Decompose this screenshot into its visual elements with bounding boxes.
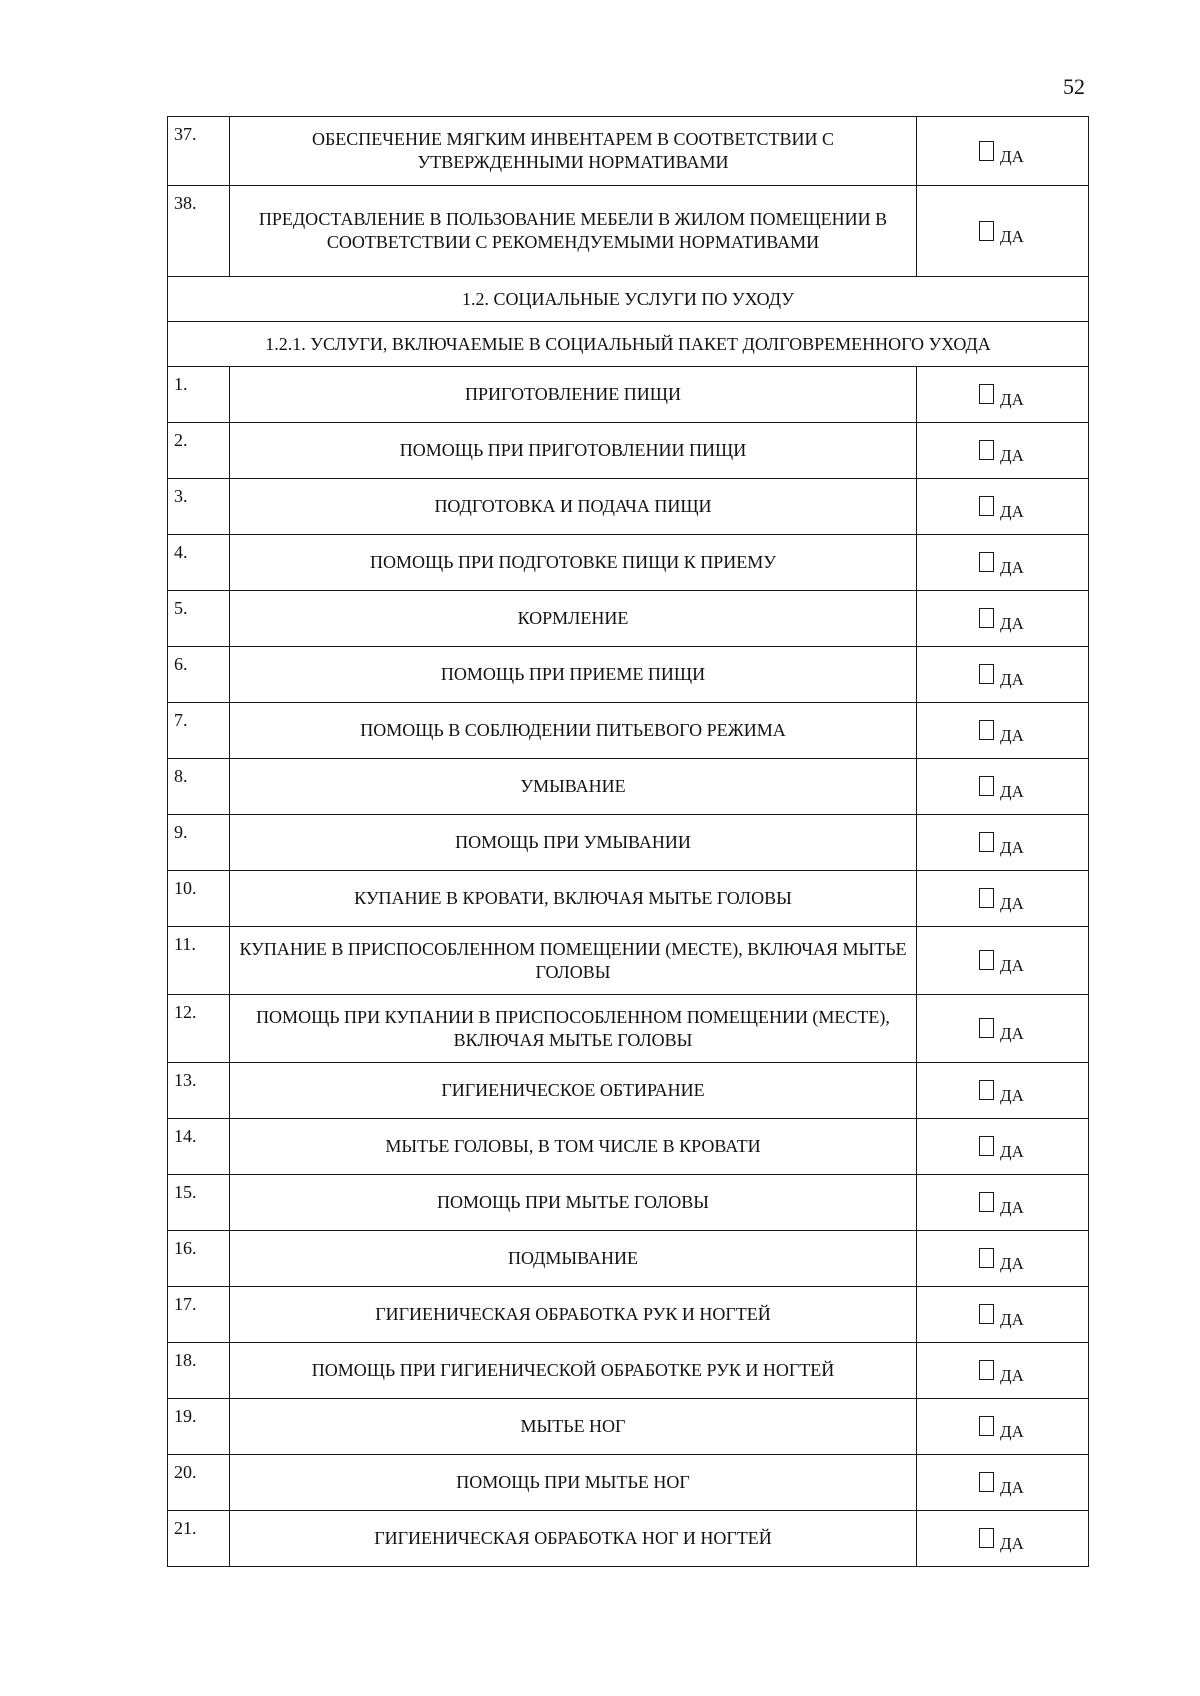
checkbox-icon[interactable]: [979, 1416, 994, 1436]
row-number: 38.: [168, 186, 230, 277]
service-name: КОРМЛЕНИЕ: [230, 591, 917, 647]
services-table: [167, 116, 1089, 1567]
row-number: 37.: [168, 117, 230, 186]
yes-label: ДА: [1000, 670, 1024, 689]
table-row: [168, 1175, 1089, 1231]
checkbox-icon[interactable]: [979, 1472, 994, 1492]
checkbox-icon[interactable]: [979, 1248, 994, 1268]
row-number: 20.: [168, 1455, 230, 1511]
yes-checkbox-cell[interactable]: [917, 703, 1089, 759]
service-name: ПОДГОТОВКА И ПОДАЧА ПИЩИ: [230, 479, 917, 535]
checkbox-icon[interactable]: [979, 552, 994, 572]
checkbox-icon[interactable]: [979, 1360, 994, 1380]
row-number: 2.: [168, 423, 230, 479]
yes-checkbox-cell[interactable]: [917, 1399, 1089, 1455]
checkbox-icon[interactable]: [979, 832, 994, 852]
checkbox-icon[interactable]: [979, 1136, 994, 1156]
subsection-heading: 1.2.1. УСЛУГИ, ВКЛЮЧАЕМЫЕ В СОЦИАЛЬНЫЙ ПАКЕТ ДОЛГОВРЕМЕННОГО УХОДА: [168, 322, 1089, 367]
row-number: 18.: [168, 1343, 230, 1399]
yes-label: ДА: [1000, 1142, 1024, 1161]
service-name: ПОМОЩЬ ПРИ ПОДГОТОВКЕ ПИЩИ К ПРИЕМУ: [230, 535, 917, 591]
row-number: 15.: [168, 1175, 230, 1231]
row-number: 9.: [168, 815, 230, 871]
table-row: [168, 815, 1089, 871]
table-row: [168, 1511, 1089, 1567]
row-number: 7.: [168, 703, 230, 759]
checkbox-icon[interactable]: [979, 1528, 994, 1548]
row-number: 4.: [168, 535, 230, 591]
yes-label: ДА: [1000, 502, 1024, 521]
table-row: [168, 479, 1089, 535]
checkbox-icon[interactable]: [979, 496, 994, 516]
section-heading: 1.2. СОЦИАЛЬНЫЕ УСЛУГИ ПО УХОДУ: [168, 277, 1089, 322]
service-name: ПОМОЩЬ ПРИ МЫТЬЕ ГОЛОВЫ: [230, 1175, 917, 1231]
checkbox-icon[interactable]: [979, 776, 994, 796]
yes-checkbox-cell[interactable]: [917, 1455, 1089, 1511]
yes-checkbox-cell[interactable]: [917, 535, 1089, 591]
row-number: 19.: [168, 1399, 230, 1455]
checkbox-icon[interactable]: [979, 720, 994, 740]
table-row: [168, 647, 1089, 703]
row-number: 21.: [168, 1511, 230, 1567]
service-name: ОБЕСПЕЧЕНИЕ МЯГКИМ ИНВЕНТАРЕМ В СООТВЕТСТВИИ С УТВЕРЖДЕННЫМИ НОРМАТИВАМИ: [230, 117, 917, 186]
table-row: [168, 117, 1089, 186]
yes-checkbox-cell[interactable]: [917, 1343, 1089, 1399]
row-number: 6.: [168, 647, 230, 703]
checkbox-icon[interactable]: [979, 1192, 994, 1212]
service-name: ГИГИЕНИЧЕСКАЯ ОБРАБОТКА РУК И НОГТЕЙ: [230, 1287, 917, 1343]
yes-checkbox-cell[interactable]: [917, 1287, 1089, 1343]
yes-label: ДА: [1000, 558, 1024, 577]
table-row: [168, 1063, 1089, 1119]
table-row: [168, 759, 1089, 815]
checkbox-icon[interactable]: [979, 888, 994, 908]
service-name: ГИГИЕНИЧЕСКОЕ ОБТИРАНИЕ: [230, 1063, 917, 1119]
row-number: 12.: [168, 995, 230, 1063]
table-row: [168, 186, 1089, 277]
yes-label: ДА: [1000, 146, 1024, 166]
checkbox-icon[interactable]: [979, 608, 994, 628]
yes-label: ДА: [1000, 1086, 1024, 1105]
table-row: [168, 1287, 1089, 1343]
page-number: 52: [1063, 74, 1085, 99]
yes-label: ДА: [1000, 726, 1024, 745]
service-name: УМЫВАНИЕ: [230, 759, 917, 815]
table-row: [168, 367, 1089, 423]
table-row: [168, 927, 1089, 995]
checkbox-icon[interactable]: [979, 1018, 994, 1038]
yes-checkbox-cell[interactable]: [917, 759, 1089, 815]
yes-label: ДА: [1000, 782, 1024, 801]
yes-checkbox-cell[interactable]: [917, 815, 1089, 871]
table-row: [168, 1399, 1089, 1455]
service-name: ПРИГОТОВЛЕНИЕ ПИЩИ: [230, 367, 917, 423]
row-number: 1.: [168, 367, 230, 423]
yes-label: ДА: [1000, 226, 1024, 246]
checkbox-icon[interactable]: [979, 1304, 994, 1324]
checkbox-icon[interactable]: [979, 1080, 994, 1100]
yes-checkbox-cell[interactable]: [917, 1511, 1089, 1567]
subsection-row: [168, 322, 1089, 367]
yes-label: ДА: [1000, 390, 1024, 409]
yes-checkbox-cell[interactable]: [917, 871, 1089, 927]
service-name: КУПАНИЕ В ПРИСПОСОБЛЕННОМ ПОМЕЩЕНИИ (МЕСТЕ), ВКЛЮЧАЯ МЫТЬЕ ГОЛОВЫ: [230, 927, 917, 995]
yes-checkbox-cell[interactable]: [917, 1063, 1089, 1119]
yes-label: ДА: [1000, 446, 1024, 465]
row-number: 11.: [168, 927, 230, 995]
row-number: 17.: [168, 1287, 230, 1343]
service-name: МЫТЬЕ ГОЛОВЫ, В ТОМ ЧИСЛЕ В КРОВАТИ: [230, 1119, 917, 1175]
service-name: ПРЕДОСТАВЛЕНИЕ В ПОЛЬЗОВАНИЕ МЕБЕЛИ В ЖИЛОМ ПОМЕЩЕНИИ В СООТВЕТСТВИИ С РЕКОМЕНДУЕМЫМИ НОРМАТИВАМИ: [230, 186, 917, 277]
yes-checkbox-cell[interactable]: [917, 423, 1089, 479]
table-row: [168, 995, 1089, 1063]
row-number: 14.: [168, 1119, 230, 1175]
table-row: [168, 591, 1089, 647]
yes-label: ДА: [1000, 1198, 1024, 1217]
service-name: ПОМОЩЬ ПРИ КУПАНИИ В ПРИСПОСОБЛЕННОМ ПОМЕЩЕНИИ (МЕСТЕ), ВКЛЮЧАЯ МЫТЬЕ ГОЛОВЫ: [230, 995, 917, 1063]
yes-checkbox-cell[interactable]: [917, 1119, 1089, 1175]
yes-label: ДА: [1000, 1254, 1024, 1273]
table-row: [168, 703, 1089, 759]
service-name: ПОМОЩЬ ПРИ ГИГИЕНИЧЕСКОЙ ОБРАБОТКЕ РУК И НОГТЕЙ: [230, 1343, 917, 1399]
checkbox-icon[interactable]: [979, 440, 994, 460]
row-number: 16.: [168, 1231, 230, 1287]
table-row: [168, 1231, 1089, 1287]
table-row: [168, 871, 1089, 927]
yes-checkbox-cell[interactable]: [917, 1175, 1089, 1231]
yes-checkbox-cell[interactable]: [917, 647, 1089, 703]
table-row: [168, 1119, 1089, 1175]
yes-label: ДА: [1000, 614, 1024, 633]
yes-label: ДА: [1000, 838, 1024, 857]
yes-checkbox-cell[interactable]: [917, 186, 1089, 277]
row-number: 5.: [168, 591, 230, 647]
row-number: 8.: [168, 759, 230, 815]
yes-label: ДА: [1000, 1310, 1024, 1329]
yes-label: ДА: [1000, 894, 1024, 913]
yes-label: ДА: [1000, 1478, 1024, 1497]
row-number: 3.: [168, 479, 230, 535]
yes-checkbox-cell[interactable]: [917, 1231, 1089, 1287]
checkbox-icon[interactable]: [979, 664, 994, 684]
yes-label: ДА: [1000, 1422, 1024, 1441]
yes-checkbox-cell[interactable]: [917, 591, 1089, 647]
checkbox-icon[interactable]: [979, 384, 994, 404]
yes-label: ДА: [1000, 1366, 1024, 1385]
table-row: [168, 535, 1089, 591]
service-name: ПОМОЩЬ ПРИ МЫТЬЕ НОГ: [230, 1455, 917, 1511]
checkbox-icon[interactable]: [979, 950, 994, 970]
yes-label: ДА: [1000, 1534, 1024, 1553]
table-row: [168, 1343, 1089, 1399]
service-name: ГИГИЕНИЧЕСКАЯ ОБРАБОТКА НОГ И НОГТЕЙ: [230, 1511, 917, 1567]
service-name: МЫТЬЕ НОГ: [230, 1399, 917, 1455]
checkbox-icon[interactable]: [979, 141, 994, 161]
table-row: [168, 423, 1089, 479]
section-row: [168, 277, 1089, 322]
yes-label: ДА: [1000, 956, 1024, 975]
row-number: 13.: [168, 1063, 230, 1119]
yes-checkbox-cell[interactable]: [917, 479, 1089, 535]
yes-checkbox-cell[interactable]: [917, 927, 1089, 995]
yes-checkbox-cell[interactable]: [917, 995, 1089, 1063]
service-name: ПОМОЩЬ В СОБЛЮДЕНИИ ПИТЬЕВОГО РЕЖИМА: [230, 703, 917, 759]
service-name: ПОМОЩЬ ПРИ ПРИГОТОВЛЕНИИ ПИЩИ: [230, 423, 917, 479]
service-name: ПОМОЩЬ ПРИ ПРИЕМЕ ПИЩИ: [230, 647, 917, 703]
service-name: ПОДМЫВАНИЕ: [230, 1231, 917, 1287]
yes-checkbox-cell[interactable]: [917, 367, 1089, 423]
checkbox-icon[interactable]: [979, 221, 994, 241]
yes-label: ДА: [1000, 1024, 1024, 1043]
table-row: [168, 1455, 1089, 1511]
row-number: 10.: [168, 871, 230, 927]
yes-checkbox-cell[interactable]: [917, 117, 1089, 186]
service-name: КУПАНИЕ В КРОВАТИ, ВКЛЮЧАЯ МЫТЬЕ ГОЛОВЫ: [230, 871, 917, 927]
service-name: ПОМОЩЬ ПРИ УМЫВАНИИ: [230, 815, 917, 871]
